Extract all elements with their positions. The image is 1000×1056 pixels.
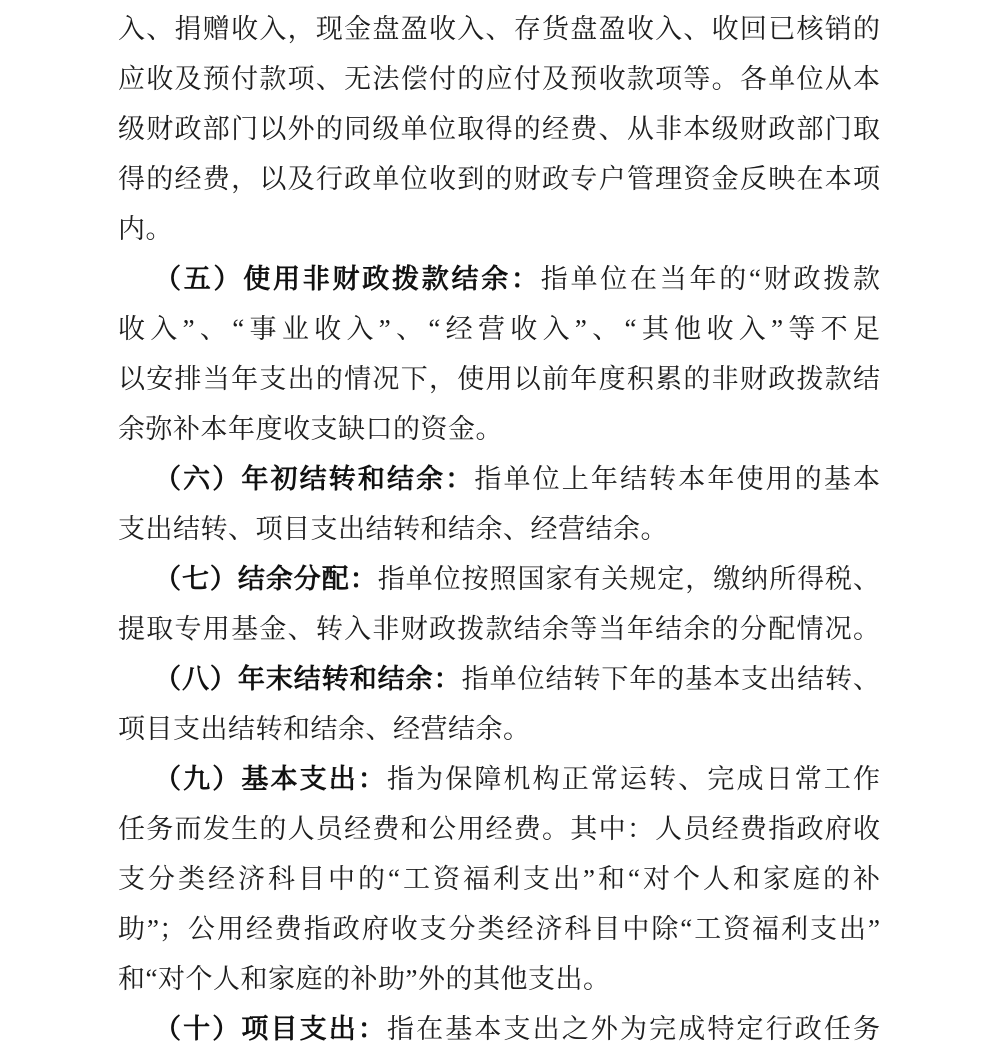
- line-text: 指单位在当年的“财政拨款: [540, 264, 880, 294]
- section-label: （五）使用非财政拨款结余：: [154, 264, 541, 294]
- line-text: 收入”、“事业收入”、“经营收入”、“其他收入”等不足: [118, 314, 880, 344]
- line-text: 指单位上年结转本年使用的基本: [474, 464, 880, 494]
- line-text: 指单位结转下年的基本支出结转、: [461, 664, 880, 694]
- line-text: 余弥补本年度收支缺口的资金。: [118, 414, 503, 444]
- paragraph-line: [118, 204, 880, 254]
- section-label: （八）年末结转和结余：: [154, 664, 462, 694]
- line-text: 应收及预付款项、无法偿付的应付及预收款项等。各单位从本: [118, 64, 880, 94]
- line-text: 提取专用基金、转入非财政拨款结余等当年结余的分配情况。: [118, 614, 880, 644]
- line-text: 内。: [118, 214, 173, 244]
- paragraph-line-with-heading: [118, 754, 880, 804]
- line-text: 任务而发生的人员经费和公用经费。其中：人员经费指政府收: [118, 814, 880, 844]
- paragraph-line: [118, 154, 880, 204]
- paragraph-line: [118, 804, 880, 854]
- paragraph-line: [118, 104, 880, 154]
- line-text: 指为保障机构正常运转、完成日常工作: [387, 764, 880, 794]
- paragraph-line-with-heading: [118, 554, 880, 604]
- line-text: 入、捐赠收入，现金盘盈收入、存货盘盈收入、收回已核销的: [118, 14, 880, 44]
- section-label: （十）项目支出：: [154, 1014, 387, 1044]
- line-text: 指在基本支出之外为完成特定行政任务: [387, 1014, 880, 1044]
- paragraph-line: [118, 354, 880, 404]
- section-label: （七）结余分配：: [154, 564, 378, 594]
- paragraph-line: [118, 4, 880, 54]
- line-text: 助”；公用经费指政府收支分类经济科目中除“工资福利支出”: [118, 914, 880, 944]
- paragraph-line: [118, 704, 880, 754]
- paragraph-line-with-heading: [118, 654, 880, 704]
- line-text: 支分类经济科目中的“工资福利支出”和“对个人和家庭的补: [118, 864, 880, 894]
- paragraph-line: [118, 504, 880, 554]
- paragraph-line-with-heading: [118, 254, 880, 304]
- paragraph-line: [118, 54, 880, 104]
- paragraph-line: [118, 604, 880, 654]
- paragraph-line: [118, 404, 880, 454]
- section-label: （六）年初结转和结余：: [154, 464, 475, 494]
- line-text: 级财政部门以外的同级单位取得的经费、从非本级财政部门取: [118, 114, 880, 144]
- paragraph-line: [118, 954, 880, 1004]
- paragraph-line-with-heading: [118, 454, 880, 504]
- line-text: 和“对个人和家庭的补助”外的其他支出。: [118, 964, 611, 994]
- section-label: （九）基本支出：: [154, 764, 387, 794]
- paragraph-line-with-heading: [118, 1004, 880, 1054]
- line-text: 支出结转、项目支出结转和结余、经营结余。: [118, 514, 668, 544]
- line-text: 项目支出结转和结余、经营结余。: [118, 714, 531, 744]
- line-text: 指单位按照国家有关规定，缴纳所得税、: [377, 564, 880, 594]
- paragraph-line: [118, 304, 880, 354]
- line-text: 得的经费，以及行政单位收到的财政专户管理资金反映在本项: [118, 164, 880, 194]
- paragraph-line: [118, 904, 880, 954]
- line-text: 以安排当年支出的情况下，使用以前年度积累的非财政拨款结: [118, 364, 880, 394]
- paragraph-line: [118, 854, 880, 904]
